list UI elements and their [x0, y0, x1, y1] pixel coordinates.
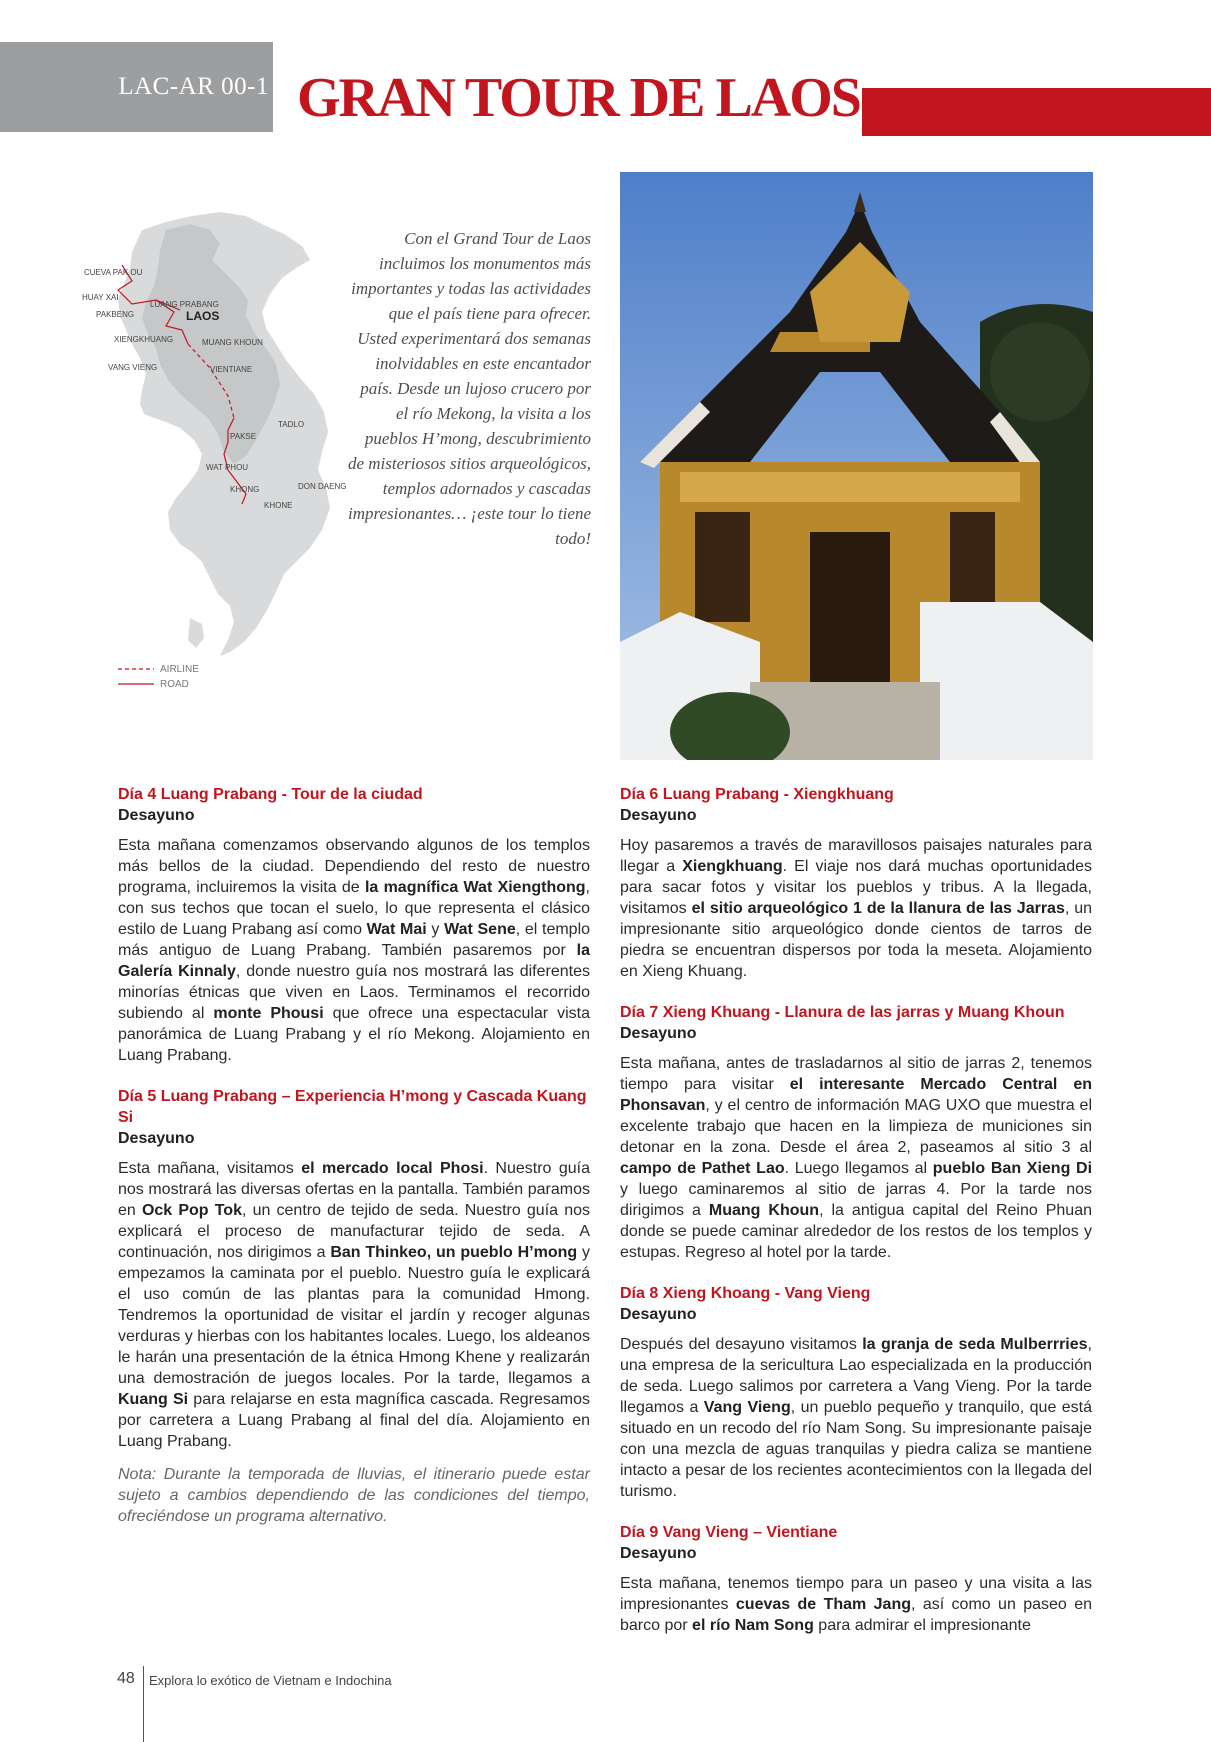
day-meal: Desayuno	[620, 807, 697, 824]
map-label-vientiane: VIENTIANE	[210, 365, 253, 374]
facade-frieze	[680, 472, 1020, 502]
map-label-huay-xai: HUAY XAI	[82, 293, 119, 302]
temple-photo	[620, 172, 1093, 760]
map-label-vang-vieng: VANG VIENG	[108, 363, 158, 372]
route-map	[70, 208, 370, 698]
itinerary-left-column	[118, 784, 590, 1547]
tour-code: LAC-AR 00-1	[118, 73, 269, 100]
plinth-right	[920, 602, 1093, 760]
day-5	[118, 1086, 590, 1527]
legend-airline-label: AIRLINE	[160, 664, 199, 675]
legend-road-label: ROAD	[160, 679, 189, 690]
day-meal: Desayuno	[118, 807, 195, 824]
window-right	[950, 512, 995, 602]
day-description: Esta mañana, visitamos el mercado local Phosi. Nuestro guía nos mostrará las diversas ofertas en la pantalla. También paramos en Ock Pop Tok, un centro de tejido de seda. Nuestro guía nos explicará el proceso de manufacturar tejido de seda. A continuación, nos dirigimos a Ban Thinkeo, un pueblo H’mong y empezamos la caminata por el pueblo. Nuestro guía le explicará el uso común de las plantas para la comunidad Hmong. Tendremos la oportunidad de visitar el jardín y recoger algunas verduras y hierbas con los habitantes locales. Luego, los aldeanos le harán una presentación de la étnica Hmong Khene y realizarán una demostración de juegos locales. Por la tarde, llegamos a Kuang Si para relajarse en esta magnífica cascada. Regresamos por carretera a Luang Prabang al final del día. Alojamiento en Luang Prabang.	[118, 1160, 591, 1450]
itinerary-right-column	[620, 784, 1092, 1656]
route-map-graphic	[70, 208, 370, 698]
temple-illustration	[620, 172, 1093, 760]
day-title: Día 4 Luang Prabang - Tour de la ciudad	[118, 786, 423, 803]
day-4	[118, 784, 590, 1066]
tree-canopy	[990, 322, 1090, 422]
map-label-laos: LAOS	[186, 309, 220, 323]
map-label-luang-prabang: LUANG PRABANG	[150, 300, 219, 309]
day-meal: Desayuno	[118, 1130, 195, 1147]
day-title: Día 8 Xieng Khoang - Vang Vieng	[620, 1285, 871, 1302]
map-label-pakbeng: PAKBENG	[96, 310, 135, 319]
weather-note: Nota: Durante la temporada de lluvias, el itinerario puede estar sujeto a cambios dependiendo de las condiciones del tiempo, ofreciéndose un programa alternativo.	[118, 1466, 590, 1525]
day-8	[620, 1283, 1092, 1502]
map-label-khone: KHONE	[264, 501, 293, 510]
day-meal: Desayuno	[620, 1025, 697, 1042]
day-meal: Desayuno	[620, 1545, 697, 1562]
day-description: Esta mañana comenzamos observando algunos de los templos más bellos de la ciudad. Dependiendo del resto de nuestro programa, incluiremos la visita de la magnífica Wat Xiengthong, con sus techos que tocan el suelo, lo que representa el clásico estilo de Luang Prabang así como Wat Mai y Wat Sene, el templo más antiguo de Luang Prabang. También pasaremos por la Galería Kinnaly, donde nuestro guía nos mostrará las diferentes minorías étnicas que viven en Laos. Terminamos el recorrido subiendo al monte Phousi que ofrece una espectacular vista panorámica de Luang Prabang y el río Mekong. Alojamiento en Luang Prabang.	[118, 837, 591, 1064]
map-label-muang-khoun: MUANG KHOUN	[202, 338, 263, 347]
day-9	[620, 1522, 1092, 1636]
day-description: Hoy pasaremos a través de maravillosos paisajes naturales para llegar a Xiengkhuang. El viaje nos dará muchas oportunidades para sacar fotos y visitar los pueblos y tribus. A la llegada, visitamos el sitio arqueológico 1 de la llanura de las Jarras, un impresionante sitio arqueológico donde cientos de tarros de piedra se encuentran dispersos por toda la meseta. Alojamiento en Xieng Khuang.	[620, 837, 1092, 980]
window-left	[695, 512, 750, 622]
intro-text: Con el Grand Tour de Laos incluimos los monumentos más importantes y todas las actividades que el país tiene para ofrecer. Usted experimentará dos semanas inolvidables en este encantador país. Desde un lujoso crucero por el río Mekong, la visita a los pueblos H’mong, descubrimiento de misteriosos sitios arqueológicos, templos adornados y cascadas impresionantes… ¡este tour lo tiene todo!	[347, 229, 591, 548]
map-label-wat-phou: WAT PHOU	[206, 463, 249, 472]
footer-text: Explora lo exótico de Vietnam e Indochina	[149, 1673, 392, 1688]
day-title: Día 9 Vang Vieng – Vientiane	[620, 1524, 838, 1541]
temple-door	[810, 532, 890, 682]
page-title: GRAN TOUR DE LAOS	[297, 67, 860, 129]
peninsula-tip	[188, 618, 204, 648]
map-label-tadlo: TADLO	[278, 420, 305, 429]
day-6	[620, 784, 1092, 982]
day-description: Esta mañana, tenemos tiempo para un paseo y una visita a las impresionantes cuevas de Tham Jang, así como un paseo en barco por el río Nam Song para admirar el impresionante	[620, 1575, 1093, 1634]
footer-divider	[143, 1666, 144, 1742]
day-description: Esta mañana, antes de trasladarnos al sitio de jarras 2, tenemos tiempo para visitar el interesante Mercado Central en Phonsavan, y el centro de información MAG UXO que muestra el excelente trabajo que hacen en la limpieza de municiones sin detonar en la zona. Desde el área 2, paseamos al sitio 3 al campo de Pathet Lao. Luego llegamos al pueblo Ban Xieng Di y luego caminaremos al sitio de jarras 4. Por la tarde nos dirigimos a Muang Khoun, la antigua capital del Reino Phuan donde se puede caminar alrededor de los restos de los templos y estupas. Regreso al hotel por la tarde.	[620, 1055, 1093, 1261]
map-label-pakse: PAKSE	[230, 432, 257, 441]
day-description: Después del desayuno visitamos la granja de seda Mulberrries, una empresa de la sericultura Lao especializada en la producción de seda. Luego salimos por carretera a Vang Vieng. Por la tarde llegamos a Vang Vieng, un pueblo pequeño y tranquilo, que está situado en un recodo del río Nam Song. Su impresionante paisaje con una mezcla de aguas tranquilas y piedra caliza se mantiene intacto a pesar de los recientes acontecimientos con la llegada del turismo.	[620, 1336, 1093, 1500]
map-label-cueva-pak-ou: CUEVA PAK OU	[84, 268, 143, 277]
tour-code-box	[0, 42, 273, 132]
map-label-don-daeng: DON DAENG	[298, 482, 347, 491]
day-title: Día 7 Xieng Khuang - Llanura de las jarras y Muang Khoun	[620, 1004, 1065, 1021]
day-7	[620, 1002, 1092, 1263]
map-label-khong: KHONG	[230, 485, 260, 494]
page-number: 48	[117, 1670, 135, 1687]
map-label-xiengkhuang: XIENGKHUANG	[114, 335, 174, 344]
title-accent-bar	[862, 88, 1211, 136]
day-title: Día 5 Luang Prabang – Experiencia H’mong y Cascada Kuang Si	[118, 1088, 587, 1126]
day-title: Día 6 Luang Prabang - Xiengkhuang	[620, 786, 894, 803]
day-meal: Desayuno	[620, 1306, 697, 1323]
